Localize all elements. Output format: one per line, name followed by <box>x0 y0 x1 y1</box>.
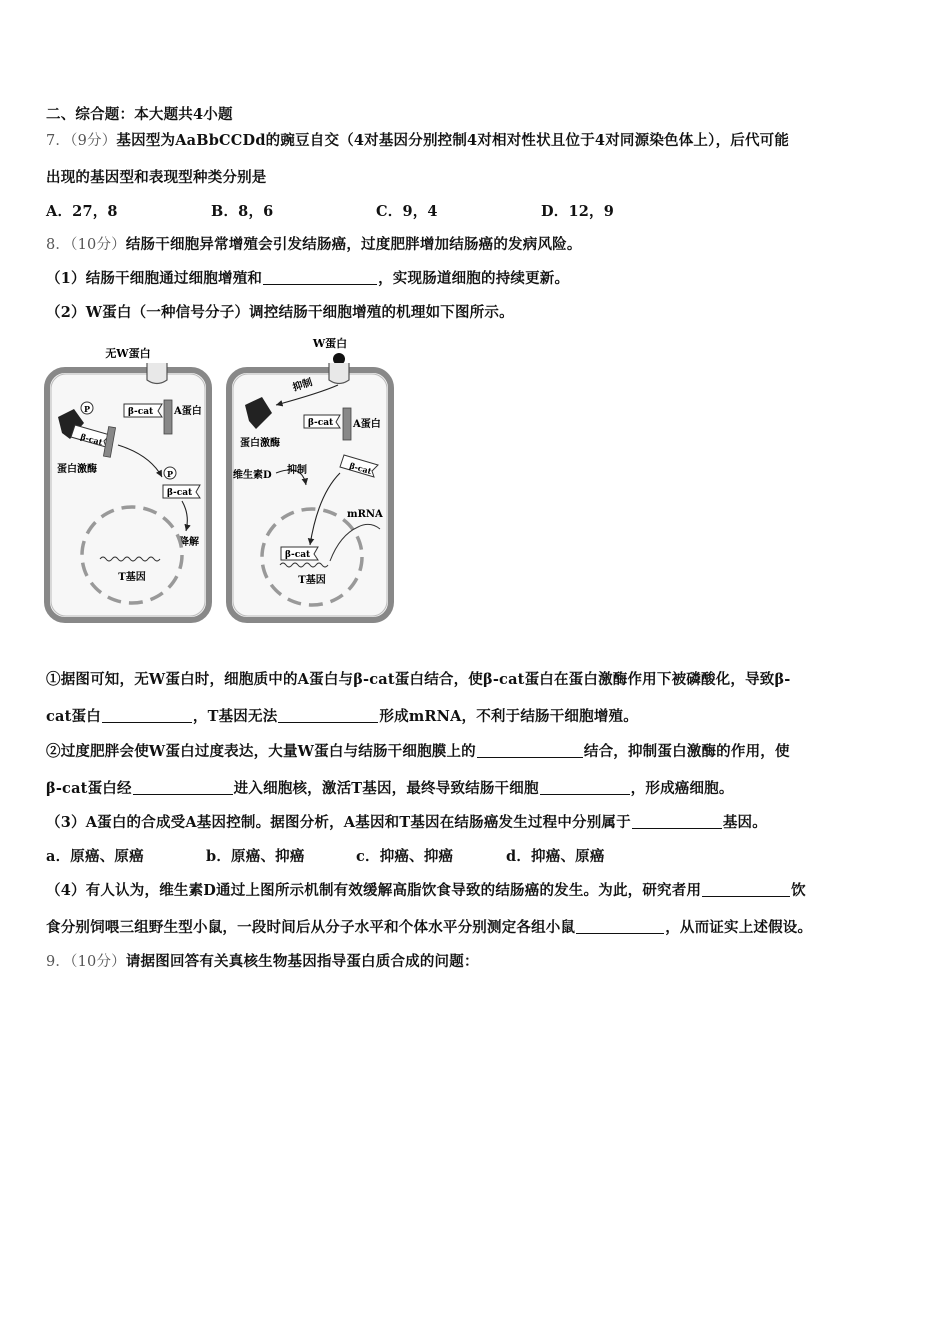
receptor-left <box>147 363 167 384</box>
q9-points: （10分） <box>70 954 126 970</box>
q7-option-c: C．9，4 <box>376 203 438 220</box>
c2-b-2: 进入细胞核，激活T基因，最终导致结肠干细胞 <box>233 780 539 797</box>
q7-points: （9分） <box>70 133 117 149</box>
q8-intro: 结肠干细胞异常增殖会引发结肠癌，过度肥胖增加结肠癌的发病风险。 <box>125 236 582 253</box>
q8-part4-line-b <box>46 916 812 937</box>
kinase-label-left: 蛋白激酶 <box>57 464 97 475</box>
q8-p1-pre: （1）结肠干细胞通过细胞增殖和 <box>46 270 263 287</box>
q8-number: 8． <box>46 237 71 253</box>
q8-circle2-line-a <box>46 740 790 761</box>
a-protein-label-right: A蛋白 <box>353 419 381 430</box>
q7-line-1 <box>46 129 789 150</box>
answer-blank-p1[interactable] <box>263 270 377 285</box>
answer-blank-p4-2[interactable] <box>576 919 664 934</box>
q8-part3-options <box>46 845 605 866</box>
phosphate-label-1: P <box>83 404 91 414</box>
bcat-label-6: β-cat <box>285 550 311 560</box>
p3-option-a: a．原癌、原癌 <box>46 848 144 865</box>
c1-b-1: cat蛋白 <box>46 708 101 725</box>
c2-a-2: 结合，抑制蛋白激酶的作用，使 <box>583 743 790 760</box>
q8-p1-post: ，实现肠道细胞的持续更新。 <box>378 270 570 287</box>
p3-post: 基因。 <box>722 814 767 831</box>
receptor-right <box>329 363 349 384</box>
q7-text-a: 基因型为AaBbCCDd的豌豆自交（4对基因分别控制4对相对性状且位于4对同源染色体上），后代可能 <box>116 132 790 149</box>
mrna-label: mRNA <box>347 509 383 520</box>
w-protein-mechanism-figure <box>40 335 400 630</box>
phosphate-label-2: P <box>166 469 174 479</box>
q8-circle1-line-a: ①据图可知，无W蛋白时，细胞质中的A蛋白与β-cat蛋白结合，使β-cat蛋白在蛋白激酶作用下被磷酸化，导致β- <box>46 671 791 688</box>
q8-circle2-line-b <box>46 777 734 798</box>
q7-option-b: B．8，6 <box>211 203 274 220</box>
answer-blank-p3[interactable] <box>632 814 722 829</box>
q7-option-a: A．27，8 <box>46 203 118 220</box>
q8-part4-line-a <box>46 879 806 900</box>
a-protein-label-left: A蛋白 <box>174 406 202 417</box>
p4-b-post: ，从而证实上述假设。 <box>665 919 813 936</box>
q9-text: 请据图回答有关真核生物基因指导蛋白质合成的问题： <box>125 953 479 970</box>
answer-blank-c1-2[interactable] <box>278 708 378 723</box>
answer-blank-c2-1[interactable] <box>477 743 583 758</box>
p3-option-b: b．原癌、抑癌 <box>206 848 305 865</box>
q8-part2: （2）W蛋白（一种信号分子）调控结肠干细胞增殖的机理如下图所示。 <box>46 304 514 321</box>
t-gene-label-left: T基因 <box>118 572 146 583</box>
t-gene-label-right: T基因 <box>298 575 326 586</box>
bcat-label-4: β-cat <box>308 418 334 428</box>
q7-option-d: D．12，9 <box>541 203 615 220</box>
c2-a-1: ②过度肥胖会使W蛋白过度表达，大量W蛋白与结肠干细胞膜上的 <box>46 743 476 760</box>
q9-line <box>46 950 479 971</box>
q7-text-b: 出现的基因型和表现型种类分别是 <box>46 169 267 186</box>
answer-blank-p4-1[interactable] <box>702 882 790 897</box>
c1-b-3: 形成mRNA，不利于结肠干细胞增殖。 <box>379 708 638 725</box>
kinase-label-right: 蛋白激酶 <box>240 438 280 449</box>
p4-a-post: 饮 <box>791 882 806 899</box>
q8-part3 <box>46 811 767 832</box>
c2-b-1: β-cat蛋白经 <box>46 780 132 797</box>
c1-b-2: ，T基因无法 <box>192 708 278 725</box>
p4-a-pre: （4）有人认为，维生素D通过上图所示机制有效缓解高脂饮食导致的结肠癌的发生。为此，研究者用 <box>46 882 702 899</box>
answer-blank-c1-1[interactable] <box>102 708 192 723</box>
q8-part1 <box>46 267 569 288</box>
bcat-label-2: β-cat <box>79 431 104 448</box>
p3-option-d: d．抑癌、原癌 <box>506 848 605 865</box>
inhibit-label-1: 抑制 <box>291 377 314 394</box>
right-title: W蛋白 <box>312 337 348 350</box>
bcat-label-5: β-cat <box>348 460 373 477</box>
vitamin-d-label: 维生素D <box>233 470 272 481</box>
p3-option-c: c．抑癌、抑癌 <box>356 848 454 865</box>
section-header: 二、综合题：本大题共4小题 <box>46 106 233 123</box>
p3-pre: （3）A蛋白的合成受A基因控制。据图分析，A基因和T基因在结肠癌发生过程中分别属于 <box>46 814 631 831</box>
q7-number: 7． <box>46 133 71 149</box>
c2-b-3: ，形成癌细胞。 <box>630 780 734 797</box>
p4-b-pre: 食分别饲喂三组野生型小鼠，一段时间后从分子水平和个体水平分别测定各组小鼠 <box>46 919 576 936</box>
q8-points: （10分） <box>70 237 126 253</box>
q7-options <box>46 200 614 221</box>
bcat-label-1: β-cat <box>128 407 154 417</box>
right-cell-panel <box>229 336 391 620</box>
a-protein-bar-left <box>164 400 172 434</box>
answer-blank-c2-2[interactable] <box>133 780 233 795</box>
q8-line-intro <box>46 233 582 254</box>
inhibit-label-2: 抑制 <box>287 465 307 476</box>
answer-blank-c2-3[interactable] <box>540 780 630 795</box>
bcat-label-3: β-cat <box>167 488 193 498</box>
a-protein-bar-right <box>343 408 351 440</box>
left-cell-panel <box>47 346 209 620</box>
q9-number: 9． <box>46 954 71 970</box>
q8-circle1-line-b <box>46 705 638 726</box>
left-title: 无W蛋白 <box>105 347 151 360</box>
degrade-label: 降解 <box>179 537 199 548</box>
